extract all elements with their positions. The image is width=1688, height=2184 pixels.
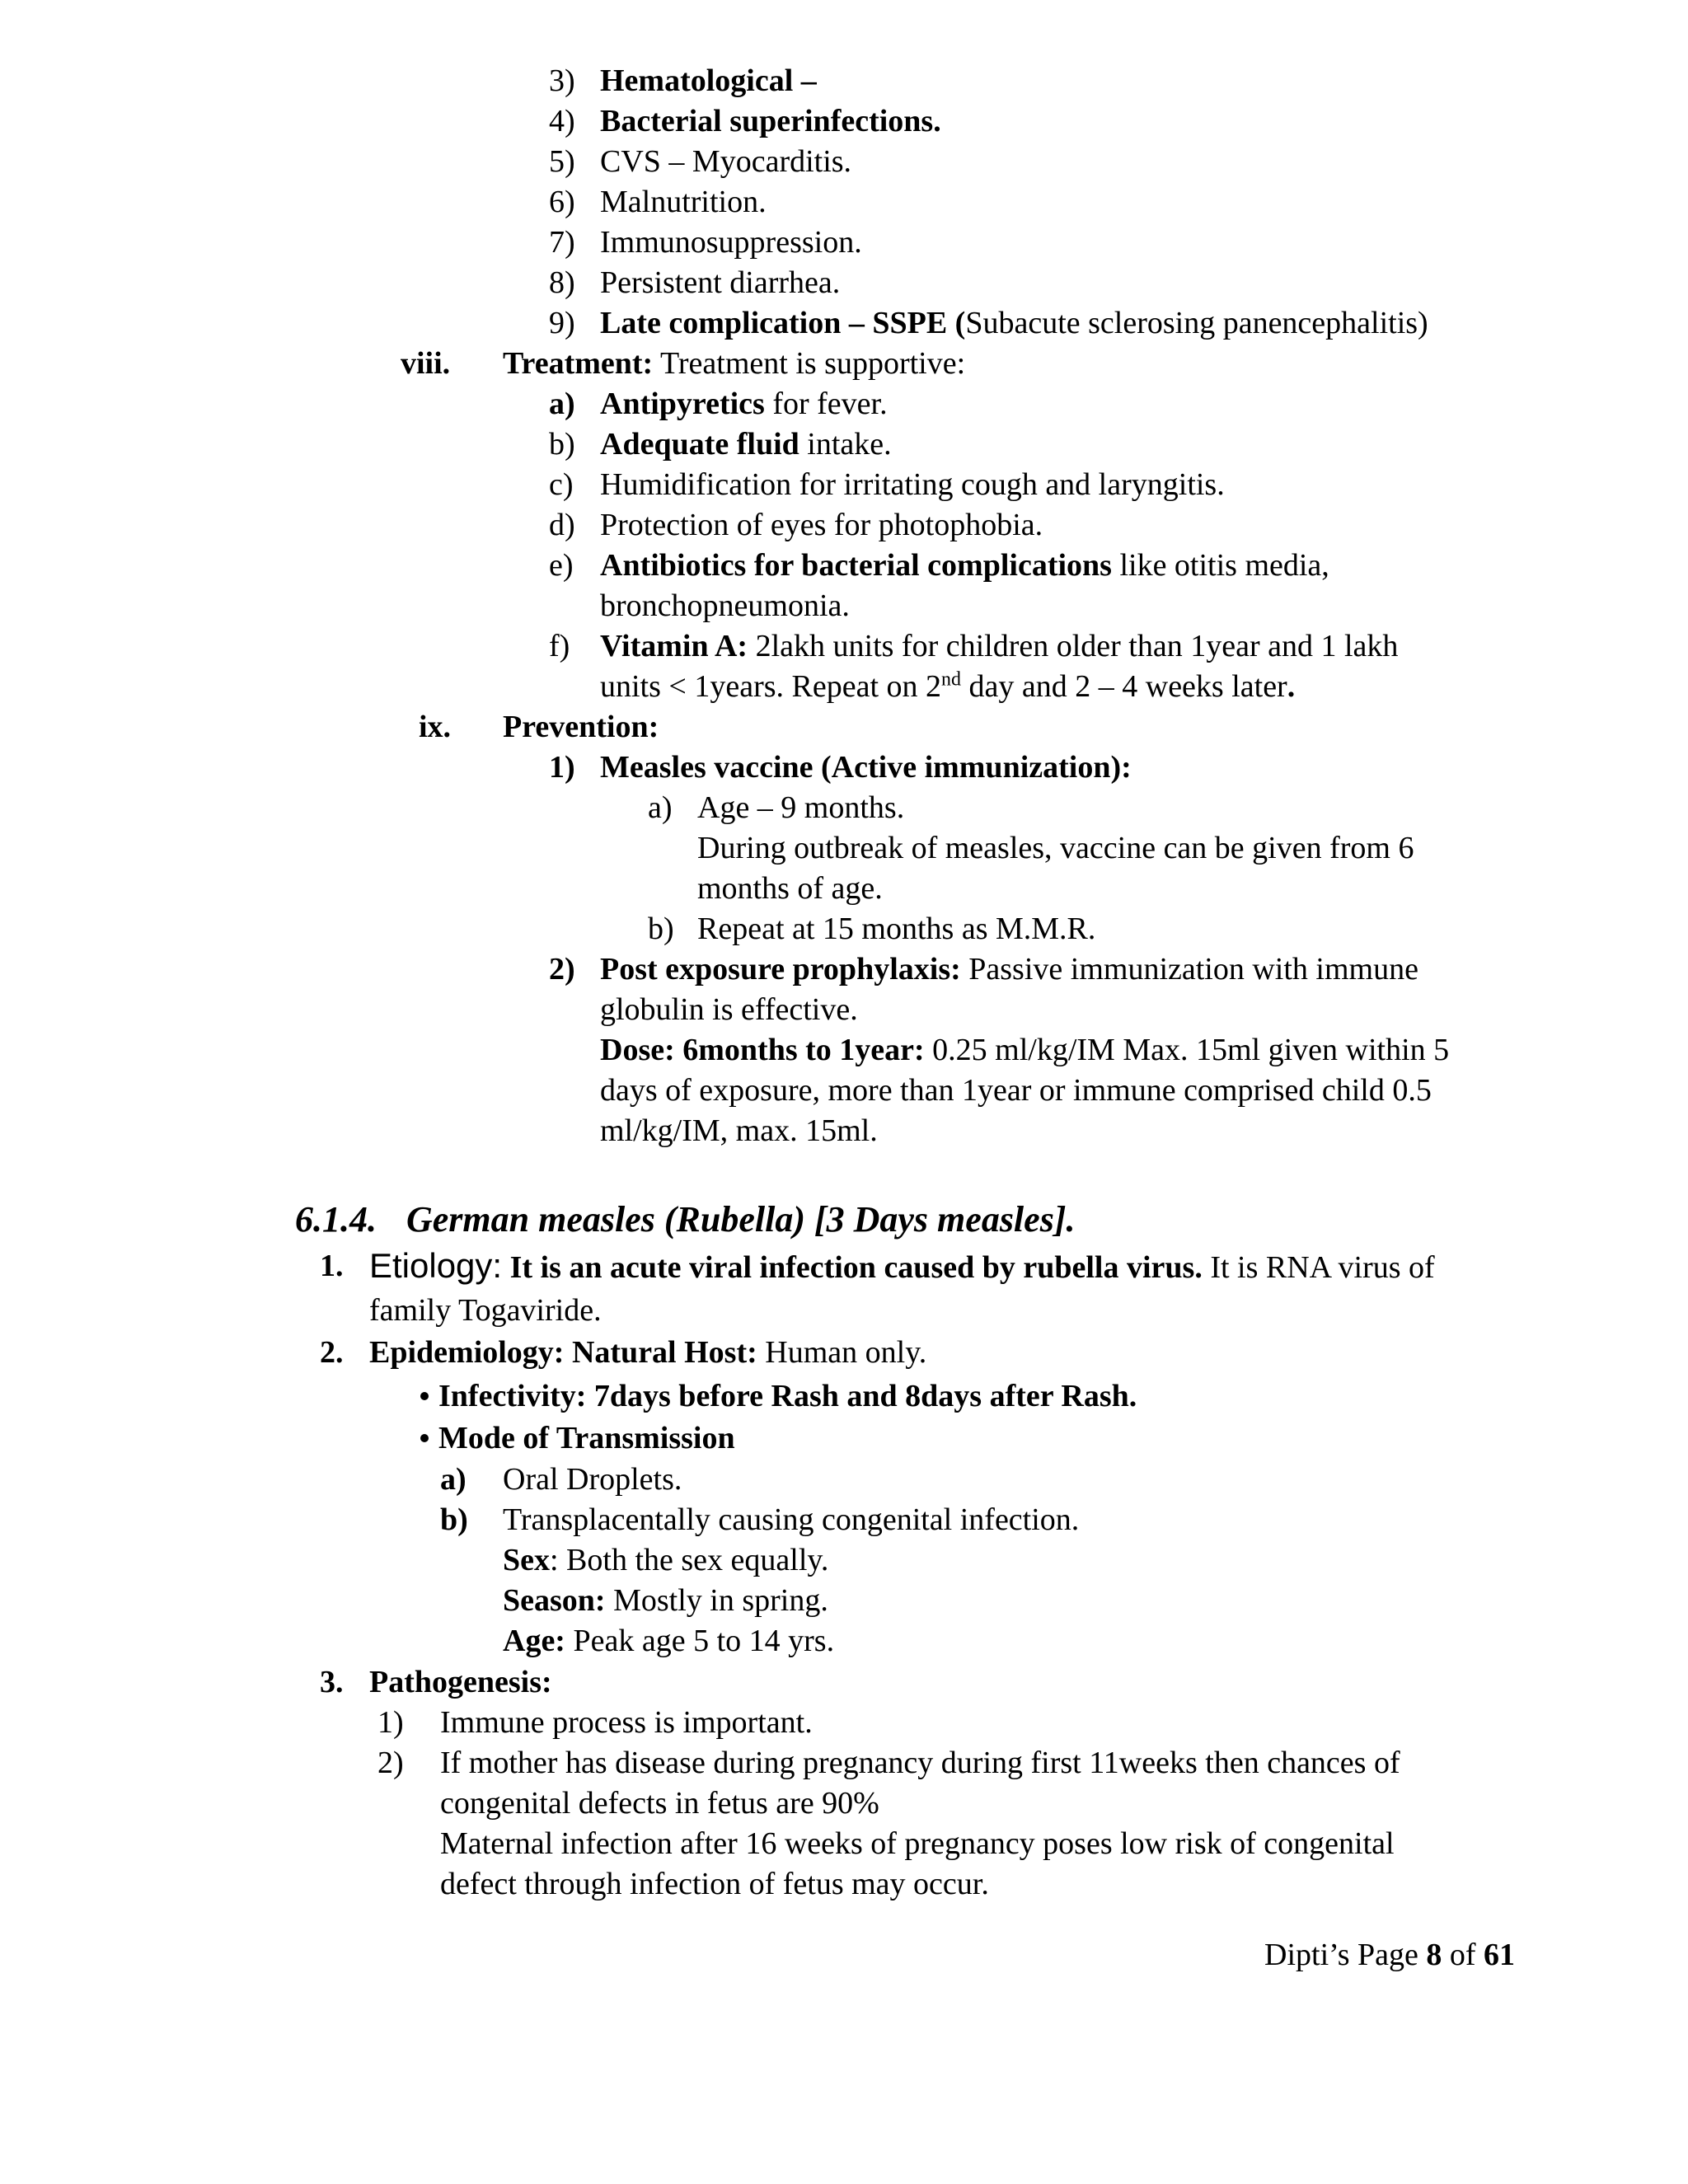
list-number: 9) <box>549 306 575 340</box>
roman-number: viii. <box>401 346 451 381</box>
list-letter: b) <box>549 427 575 462</box>
section-title: German measles (Rubella) [3 Days measles]. <box>406 1199 1076 1240</box>
list-letter: a) <box>648 790 673 825</box>
epidemiology-label: Epidemiology: Natural Host: <box>369 1335 757 1370</box>
list-letter: a) <box>440 1462 467 1497</box>
sex-label: Sex <box>503 1543 550 1577</box>
bullet-dot-icon <box>420 1434 429 1442</box>
item-bold-text: Late complication – SSPE ( <box>600 306 966 340</box>
list-number: 8) <box>549 265 575 300</box>
item-text: Malnutrition. <box>600 185 767 219</box>
item-bold-text: Hematological – <box>600 63 817 98</box>
list-letter: d) <box>549 508 575 542</box>
list-number: 7) <box>549 225 575 260</box>
item-continuation: bronchopneumonia. <box>600 588 850 623</box>
bullet-transmission: Mode of Transmission <box>420 1418 735 1458</box>
list-number: 2) <box>549 952 575 987</box>
list-letter: a) <box>549 387 575 421</box>
page-number: 8 <box>1426 1938 1442 1972</box>
list-number: 3. <box>320 1665 344 1699</box>
list-number: 1) <box>549 750 575 785</box>
roman-number: ix. <box>419 710 452 744</box>
list-letter: b) <box>440 1502 468 1537</box>
list-letter: c) <box>549 467 574 502</box>
etiology-label: Etiology: <box>369 1246 503 1285</box>
treatment-label: Treatment: <box>503 346 654 381</box>
list-number: 6) <box>549 185 575 219</box>
season-label: Season: <box>503 1583 606 1618</box>
section-heading <box>295 1197 1075 1243</box>
list-number: 3) <box>549 63 575 98</box>
list-letter: e) <box>549 548 574 583</box>
dose-label: Dose: 6months to 1year: <box>600 1033 925 1067</box>
bullet-infectivity: Infectivity: 7days before Rash and 8days after Rash. <box>420 1376 1137 1416</box>
item-text: Persistent diarrhea. <box>600 265 841 300</box>
item-text: Immunosuppression. <box>600 225 862 260</box>
vaccine-label: Measles vaccine (Active immunization): <box>600 750 1132 785</box>
list-number: 4) <box>549 104 575 138</box>
pathogenesis-label: Pathogenesis: <box>369 1665 552 1699</box>
list-number: 1) <box>377 1705 404 1740</box>
item-continuation: units < 1years. Repeat on 2nd day and 2 – 4 weeks later. <box>600 668 1296 704</box>
prevention-label: Prevention: <box>503 710 659 744</box>
item-bold-text: Bacterial superinfections. <box>600 104 941 138</box>
list-number: 2. <box>320 1335 344 1370</box>
list-number: 5) <box>549 144 575 179</box>
bullet-dot-icon <box>420 1392 429 1400</box>
list-number: 1. <box>320 1249 344 1283</box>
page-footer: Dipti’s Page 8 of 61 <box>1264 1938 1515 1972</box>
page-total: 61 <box>1484 1938 1515 1972</box>
item-text: CVS – Myocarditis. <box>600 144 852 179</box>
list-number: 2) <box>377 1746 404 1780</box>
prophylaxis-label: Post exposure prophylaxis: <box>600 952 961 987</box>
age-label: Age: <box>503 1624 565 1658</box>
section-number: 6.1.4. <box>295 1199 377 1240</box>
list-letter: f) <box>549 629 570 663</box>
list-letter: b) <box>648 912 674 946</box>
